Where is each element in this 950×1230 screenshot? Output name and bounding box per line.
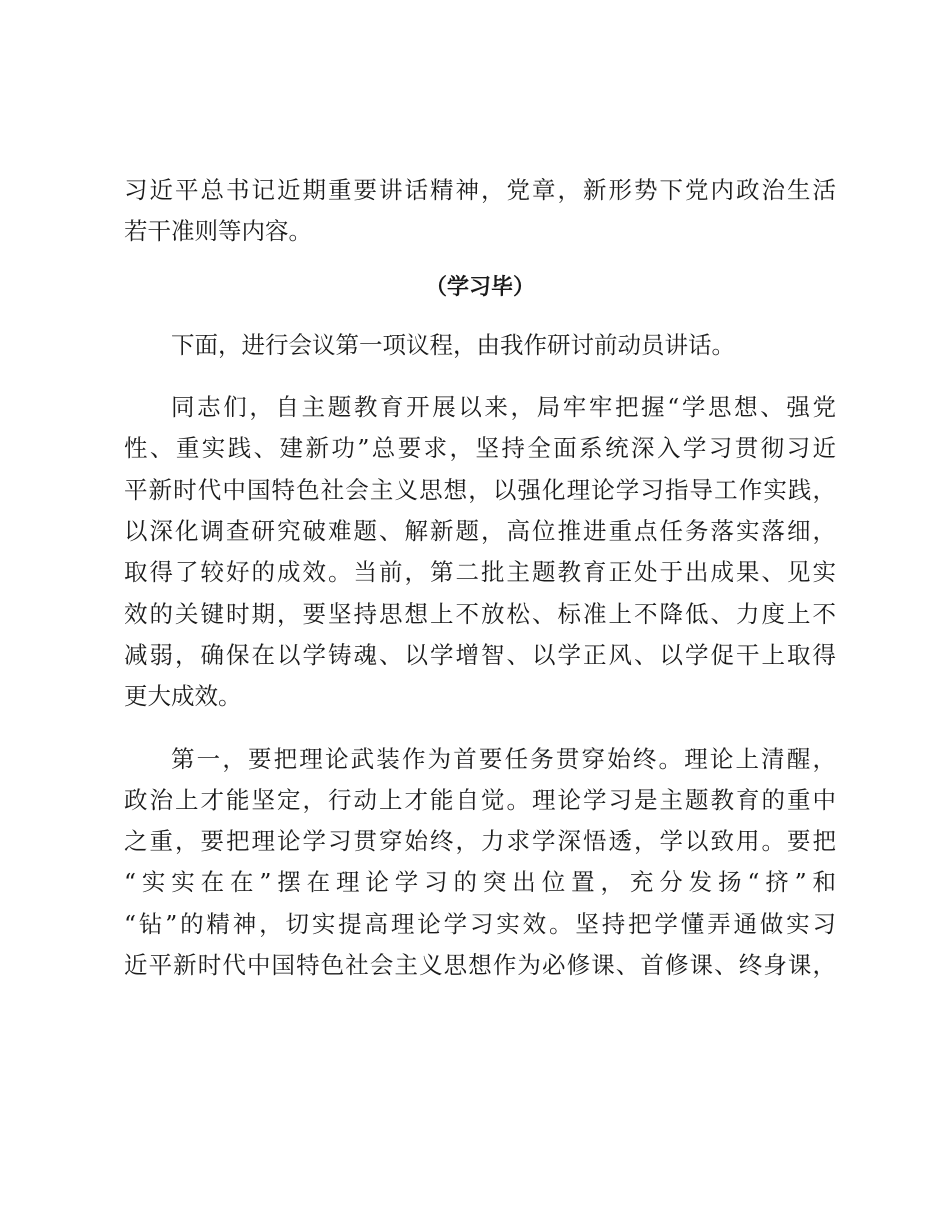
intro-line-2: 若干准则等内容。 bbox=[124, 217, 312, 246]
paragraph-3-line-5: “钻”的精神，切实提高理论学习实效。坚持把学懂弄通做实习 bbox=[124, 909, 836, 938]
paragraph-2 bbox=[124, 387, 836, 717]
document-page bbox=[124, 170, 836, 986]
intro-line-1: 习近平总书记近期重要讲话精神，党章，新形势下党内政治生活 bbox=[124, 176, 836, 204]
paragraph-1: 下面，进行会议第一项议程，由我作研讨前动员讲话。 bbox=[171, 330, 735, 359]
paragraph-2-line-8: 更大成效。 bbox=[124, 682, 242, 711]
paragraph-2-line-7: 减弱，确保在以学铸魂、以学增智、以学正风、以学促干上取得 bbox=[124, 640, 836, 669]
paragraph-2-line-1: 同志们，自主题教育开展以来，局牢牢把握“学思想、强党 bbox=[171, 393, 836, 422]
paragraph-2-line-3: 平新时代中国特色社会主义思想，以强化理论学习指导工作实践， bbox=[124, 475, 836, 504]
section-heading: （学习毕） bbox=[424, 274, 535, 300]
paragraph-3-line-1: 第一，要把理论武装作为首要任务贯穿始终。理论上清醒， bbox=[171, 744, 836, 773]
paragraph-2-line-2: 性、重实践、建新功”总要求，坚持全面系统深入学习贯彻习近 bbox=[124, 434, 836, 463]
paragraph-3-line-2: 政治上才能坚定，行动上才能自觉。理论学习是主题教育的重中 bbox=[124, 785, 836, 814]
paragraph-3-line-6: 近平新时代中国特色社会主义思想作为必修课、首修课、终身课， bbox=[124, 951, 836, 980]
paragraph-3-line-4: “实实在在”摆在理论学习的突出位置，充分发扬“挤”和 bbox=[124, 868, 836, 897]
paragraph-3 bbox=[124, 739, 836, 987]
paragraph-2-line-4: 以深化调查研究破难题、解新题，高位推进重点任务落实落细， bbox=[124, 517, 836, 546]
paragraph-2-line-5: 取得了较好的成效。当前，第二批主题教育正处于出成果、见实 bbox=[124, 558, 836, 587]
paragraph-2-line-6: 效的关键时期，要坚持思想上不放松、标准上不降低、力度上不 bbox=[124, 599, 836, 628]
paragraph-3-line-3: 之重，要把理论学习贯穿始终，力求学深悟透，学以致用。要把 bbox=[124, 827, 836, 856]
